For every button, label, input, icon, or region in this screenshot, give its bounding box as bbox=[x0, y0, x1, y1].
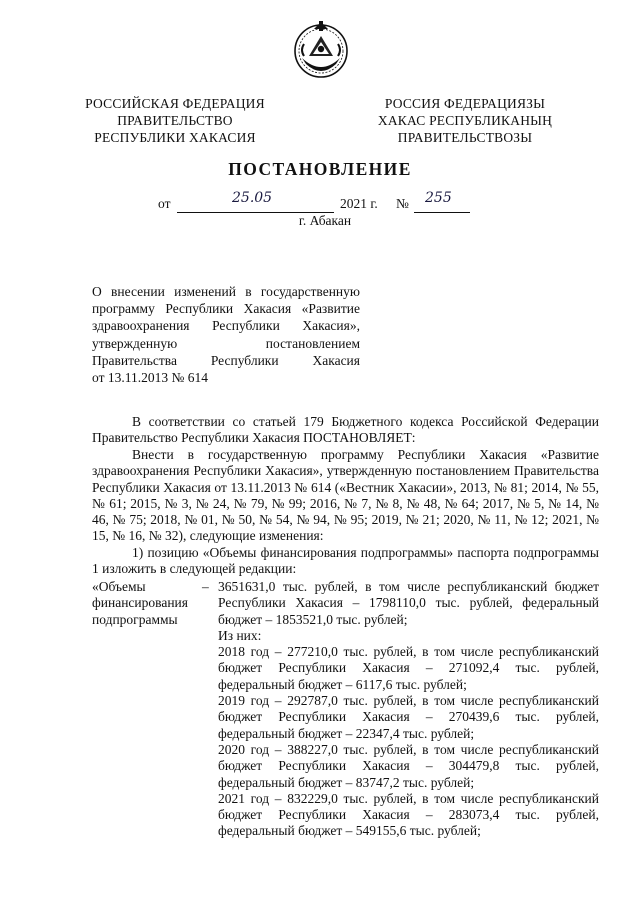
subject-line: Правительства Республики Хакасия bbox=[92, 352, 360, 368]
subject-line: утвержденную постановлением bbox=[92, 335, 360, 351]
city-label: г. Абакан bbox=[298, 213, 352, 228]
header-right-line-3: ПРАВИТЕЛЬСТВОЗЫ bbox=[397, 130, 533, 145]
header-right-line-2: ХАКАС РЕСПУБЛИКАНЫҢ bbox=[377, 113, 553, 128]
table-year-2021: 2021 год – 832229,0 тыс. рублей, в том числе республиканский бюджет Республики Хакасия – 283073,4 тыс. рублей, федеральный бюджет – 549155,6 тыс. рублей; bbox=[218, 790, 599, 839]
subject-line: от 13.11.2013 № 614 bbox=[92, 370, 208, 386]
body-paragraph-3: 1) позицию «Объемы финансирования подпрограммы» паспорта подпрограммы 1 изложить в следующей редакции: bbox=[92, 545, 599, 577]
table-of-them: Из них: bbox=[218, 627, 262, 643]
table-year-2020: 2020 год – 388227,0 тыс. рублей, в том числе республиканский бюджет Республики Хакасия – 304479,8 тыс. рублей, федеральный бюджет – 83747,2 тыс. рублей; bbox=[218, 741, 599, 790]
table-year-2018: 2018 год – 277210,0 тыс. рублей, в том числе республиканский бюджет Республики Хакасия – 271092,4 тыс. рублей, федеральный бюджет – 6117,6 тыс. рублей; bbox=[218, 644, 599, 692]
header-left-line-3: РЕСПУБЛИКИ ХАКАСИЯ bbox=[94, 130, 256, 145]
table-year-2019: 2019 год – 292787,0 тыс. рублей, в том числе республиканский бюджет Республики Хакасия – 270439,6 тыс. рублей, федеральный бюджет – 22347,4 тыс. рублей; bbox=[218, 693, 599, 741]
table-left-label: «Объемы финансирования подпрограммы bbox=[92, 579, 188, 627]
header-right-line-1: РОССИЯ ФЕДЕРАЦИЯЗЫ bbox=[384, 96, 546, 111]
date-year: 2021 г. bbox=[340, 196, 378, 211]
header-left-line-2: ПРАВИТЕЛЬСТВО bbox=[117, 113, 233, 128]
table-right-content bbox=[218, 579, 599, 840]
body-paragraph-2: Внести в государственную программу Республики Хакасия «Развитие здравоохранения Республики Хакасия», утвержденную постановлением Правительства Республики Хакасия от 13.11.2013 № 614 («Вестник Хакасии», 2013, № 81; 2014, № 55, № 61; 2015, № 3, № 24, № 79, № 99; 2016, № 7, № 8, № 48, № 64; 2017, № 5, № 14, № 46, № 75; 2018, № 01, № 50, № 54, № 94, № 95; 2019, № 21; 2020, № 11, № 12; 2021, № 15, № 16, № 32), следующие изменения: bbox=[92, 447, 599, 544]
number-label: № bbox=[396, 196, 409, 211]
document-title: ПОСТАНОВЛЕНИЕ bbox=[228, 159, 412, 179]
date-from-label: от bbox=[158, 196, 171, 211]
handwritten-number: 255 bbox=[425, 190, 452, 206]
document-subject bbox=[92, 283, 360, 386]
header-right-block bbox=[345, 95, 585, 146]
subject-line: здравоохранения Республики Хакасия», bbox=[92, 318, 360, 334]
subject-line: О внесении изменений в государственную bbox=[92, 284, 360, 299]
body-paragraph-1: В соответствии со статьей 179 Бюджетного кодекса Российской Федерации Правительство Республики Хакасия ПОСТАНОВЛЯЕТ: bbox=[92, 414, 599, 446]
header-left-line-1: РОССИЙСКАЯ ФЕДЕРАЦИЯ bbox=[85, 96, 265, 111]
handwritten-date: 25.05 bbox=[232, 190, 273, 206]
subject-line: программу Республики Хакасия «Развитие bbox=[92, 301, 360, 317]
table-dash: – bbox=[202, 579, 209, 594]
coat-of-arms-emblem bbox=[292, 18, 350, 80]
header-left-block bbox=[70, 95, 280, 146]
table-total: 3651631,0 тыс. рублей, в том числе республиканский бюджет Республики Хакасия – 1798110,0 тыс. рублей, федеральный бюджет – 1853521,0 тыс. рублей; bbox=[218, 579, 599, 627]
